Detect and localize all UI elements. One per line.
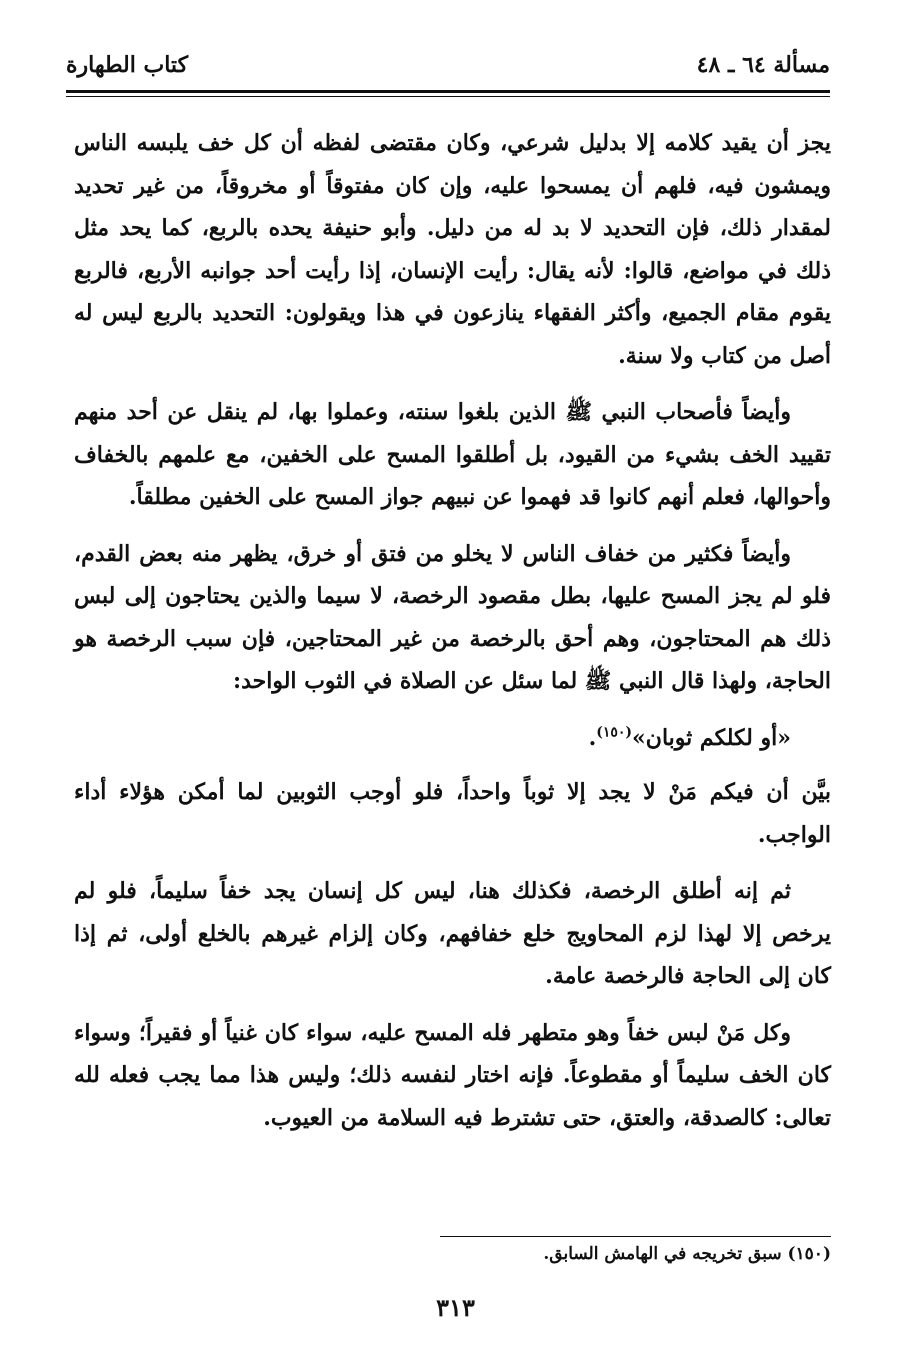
quote-text: «أو لكلكم ثوبان» <box>632 724 791 751</box>
hadith-quote <box>74 717 831 760</box>
footnote-reference: (١٥٠) <box>596 724 633 741</box>
paragraph: وأيضاً فأصحاب النبي ﷺ الذين بلغوا سنته، وعملوا بها، لم ينقل عن أحد منهم تقييد الخف بشيء من القيود، بل أطلقوا المسح على الخفين، مع علمهم بالخفاف وأحوالها، فعلم أنهم كانوا قد فهموا عن نبيهم جواز المسح على الخفين مطلقاً. <box>74 399 831 510</box>
paragraph: وأيضاً فكثير من خفاف الناس لا يخلو من فتق أو خرق، يظهر منه بعض القدم، فلو لم يجز المسح عليها، بطل مقصود الرخصة، لا سيما والذين يحتاجون إلى لبس ذلك هم المحتاجون، وهم أحق بالرخصة من غير المحتاجين، فإن سبب الرخصة هو الحاجة، ولهذا قال النبي ﷺ لما سئل عن الصلاة في الثوب الواحد: <box>74 540 831 694</box>
paragraph: بيَّن أن فيكم مَنْ لا يجد إلا ثوباً واحداً، فلو أوجب الثوبين لما أمكن هؤلاء أداء الواجب. <box>74 779 831 848</box>
footnote: (١٥٠) سبق تخريجه في الهامش السابق. <box>543 1244 831 1264</box>
paragraph: وكل مَنْ لبس خفاً وهو متطهر فله المسح عليه، سواء كان غنياً أو فقيراً؛ وسواء كان الخف سليماً أو مقطوعاً. فإنه اختار لنفسه ذلك؛ وليس هذا مما يجب فعله لله تعالى: كالصدقة، والعتق، حتى تشترط فيه السلامة من العيوب. <box>74 1019 831 1131</box>
book-title: كتاب الطهارة <box>66 52 189 78</box>
section-title: مسألة ٦٤ ـ ٤٨ <box>696 52 830 78</box>
running-header <box>66 52 830 88</box>
header-rule-thick <box>66 90 830 93</box>
paragraph: ثم إنه أطلق الرخصة، فكذلك هنا، ليس كل إنسان يجد خفاً سليماً، فلو لم يرخص إلا لهذا لزم المحاويج خلع خفافهم، وكان إلزام غيرهم بالخلع أولى، ثم إذا كان إلى الحاجة فالرخصة عامة. <box>74 878 831 989</box>
header-rule-thin <box>66 96 830 97</box>
paragraph: يجز أن يقيد كلامه إلا بدليل شرعي، وكان مقتضى لفظه أن كل خف يلبسه الناس ويمشون فيه، فلهم أن يمسحوا عليه، وإن كان مفتوقاً أو مخروقاً، من غير تحديد لمقدار ذلك، فإن التحديد لا بد له من دليل. وأبو حنيفة يحده بالربع، كما يحد مثل ذلك في مواضع، قالوا: لأنه يقال: رأيت الإنسان، إذا رأيت أحد جوانبه الأربع، فالربع يقوم مقام الجميع، وأكثر الفقهاء ينازعون في هذا ويقولون: التحديد بالربع ليس له أصل من كتاب ولا سنة. <box>74 130 831 369</box>
main-text <box>74 122 831 1153</box>
page-number: ٣١٣ <box>436 1293 475 1322</box>
footnote-rule <box>440 1236 831 1237</box>
quote-end: . <box>588 724 597 751</box>
